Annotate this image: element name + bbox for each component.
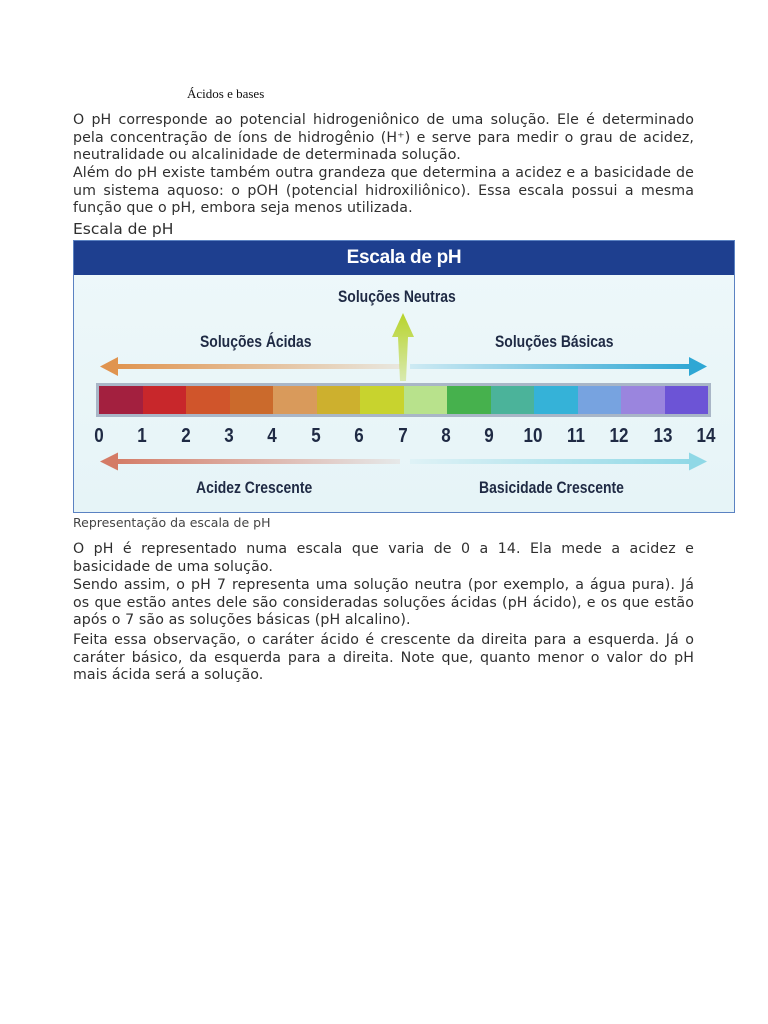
body-paragraph-2: Sendo assim, o pH 7 representa uma solução neutra (por exemplo, a água pura). Já os que estão antes dele são consideradas soluções ácidas (pH ácido), e os que estão após o 7 são as soluções básicas (pH alcalino). [73, 577, 694, 628]
ph-color-cell [491, 386, 535, 414]
arrows-layer [74, 241, 735, 513]
page-heading: Ácidos e bases [187, 86, 265, 101]
figure-caption: Representação da escala de pH [73, 515, 271, 530]
ph-tick-label: 2 [180, 425, 191, 447]
ph-color-cell [578, 386, 622, 414]
section-title: Escala de pH [73, 220, 174, 238]
acid-solutions-label: Soluções Ácidas [200, 332, 312, 351]
basic-solutions-label: Soluções Básicas [495, 332, 614, 351]
ph-color-cell [186, 386, 230, 414]
ph-color-cell [621, 386, 665, 414]
ph-color-cell [143, 386, 187, 414]
figure-header: Escala de pH [74, 241, 734, 275]
ph-color-cell [273, 386, 317, 414]
ph-tick-label: 1 [137, 425, 148, 447]
ph-scale-figure [73, 240, 735, 513]
basic-arrow [410, 357, 707, 376]
ph-color-cell [404, 386, 448, 414]
ph-tick-label: 5 [311, 425, 321, 447]
ph-tick-row [74, 425, 734, 449]
ph-color-cell [447, 386, 491, 414]
ph-color-cell [665, 386, 709, 414]
ph-color-cell [99, 386, 143, 414]
ph-tick-label: 3 [224, 425, 234, 447]
ph-color-bar [96, 383, 711, 417]
ph-color-cell [360, 386, 404, 414]
intro-paragraph-2: Além do pH existe também outra grandeza que determina a acidez e a basicidade de um sistema aquoso: o pOH (potencial hidroxiliônico). Essa escala possui a mesma função que o pH, embora seja menos utilizada. [73, 165, 694, 216]
body-paragraph-1: O pH é representado numa escala que varia de 0 a 14. Ela mede a acidez e basicidade de uma solução. [73, 541, 694, 575]
intro-paragraph-1: O pH corresponde ao potencial hidrogeniônico de uma solução. Ele é determinado pela concentração de íons de hidrogênio (H⁺) e serve para medir o grau de acidez, neutralidade ou alcalinidade de determinada solução. [73, 112, 694, 163]
ph-color-cell [317, 386, 361, 414]
ph-tick-label: 10 [523, 425, 543, 447]
ph-color-cell [230, 386, 274, 414]
basic-increase-arrow [410, 453, 707, 471]
ph-tick-label: 13 [653, 425, 673, 447]
acid-increase-label: Acidez Crescente [196, 478, 313, 497]
acid-increase-arrow [100, 453, 400, 471]
ph-tick-label: 4 [267, 425, 278, 447]
ph-tick-label: 0 [94, 425, 104, 447]
ph-color-cell [534, 386, 578, 414]
neutral-arrow [392, 313, 414, 381]
ph-tick-label: 14 [696, 425, 716, 447]
ph-tick-label: 11 [566, 425, 585, 447]
ph-tick-label: 6 [354, 425, 364, 447]
body-paragraph-3: Feita essa observação, o caráter ácido é crescente da direita para a esquerda. Já o caráter básico, da esquerda para a direita. Note que, quanto menor o valor do pH mais ácida será a solução. [73, 632, 694, 683]
ph-tick-label: 12 [609, 425, 629, 447]
neutral-solutions-label: Soluções Neutras [338, 287, 456, 306]
basic-increase-label: Basicidade Crescente [479, 478, 624, 497]
ph-tick-label: 8 [441, 425, 451, 447]
ph-tick-label: 9 [484, 425, 494, 447]
ph-tick-label: 7 [397, 425, 408, 447]
acid-arrow [100, 357, 400, 376]
